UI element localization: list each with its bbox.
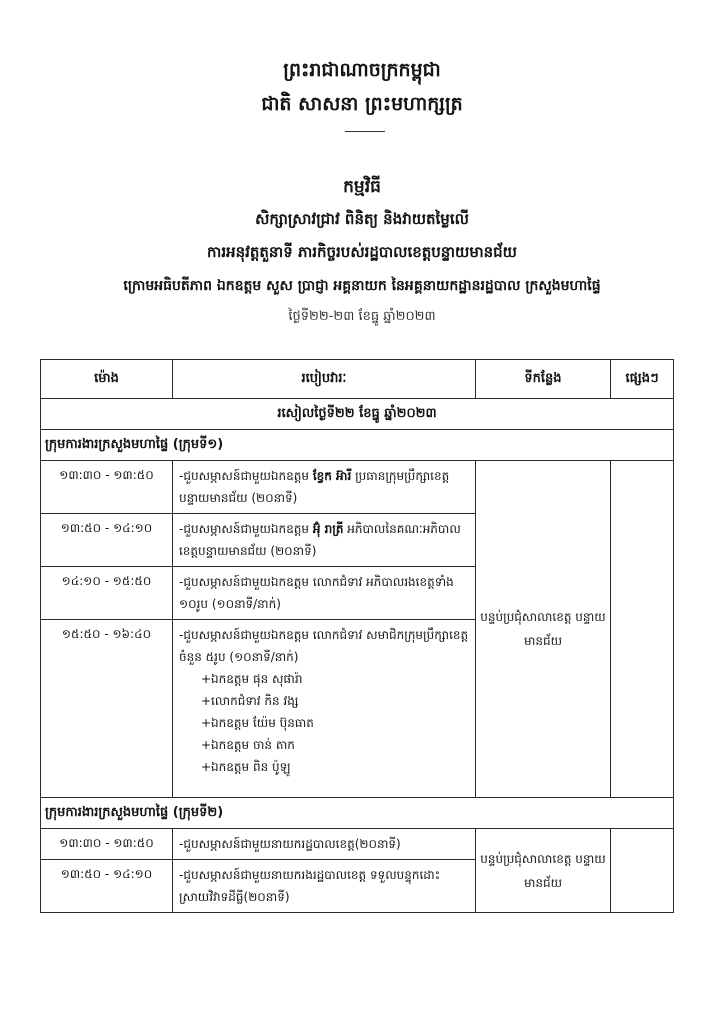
agenda-cell [173, 620, 476, 798]
time-cell: ១៥:៥០ - ១៦:៤០ [41, 620, 173, 798]
member-item: +លោកជំទាវ កិន វង្ស [201, 694, 299, 708]
time-cell: ១៣:៥០ - ១៤:១០ [41, 860, 173, 913]
program-subtitle-1: សិក្សាស្រាវជ្រាវ ពិនិត្យ និងវាយតម្លៃលើ [255, 210, 469, 228]
group-row [41, 798, 674, 829]
agenda-cell: -ជួបសម្ភាសន៍ជាមួយនាយករដ្ឋបាលខេត្ត(២០នាទី) [173, 829, 476, 860]
member-item: +ឯកឧត្តម ចាន់ តាក [201, 738, 295, 752]
group1-label: ក្រុមការងារក្រសួងមហាផ្ទៃ (ក្រុមទី១) [41, 430, 674, 461]
time-cell: ១៣:៣០ - ១៣:៥០ [41, 829, 173, 860]
agenda-text: ប្រធានក្រុមប្រឹក្សាខេត្តបន្ទាយមានជ័យ (២០នាទី) [179, 469, 450, 505]
program-subtitle-3: ក្រោមអធិបតីភាព ឯកឧត្តម សួស ប្រាជ្ញា អគ្គនាយក នៃអគ្គនាយកដ្ឋានរដ្ឋបាល ក្រសួងមហាផ្ទៃ [123, 278, 601, 294]
kingdom-heading: ព្រះរាជាណាចក្រកម្ពុជា [283, 59, 441, 81]
table-header-row [41, 360, 674, 399]
member-item: +ឯកឧត្តម ពិន ប៉ូឡូ [201, 760, 291, 774]
agenda-text: -ជួបសម្ភាសន៍ជាមួយឯកឧត្តម លោកជំទាវ សមាជិកក្រុមប្រឹក្សាខេត្តចំនួន ៥រូប (១០នាទី/នាក់) [179, 628, 469, 664]
agenda-cell [173, 514, 476, 567]
agenda-text: -ជួបសម្ភាសន៍ជាមួយឯកឧត្តម លោកជំទាវ អភិបាលរងខេត្តទាំង ១០រូប (១០នាទី/នាក់) [179, 575, 454, 611]
group-row [41, 430, 674, 461]
header-other: ផ្សេងៗ [611, 360, 674, 399]
national-motto: ជាតិ សាសនា ព្រះមហាក្សត្រ [261, 93, 463, 115]
member-item: +ឯកឧត្តម ផុន សុផារ៉ា [201, 672, 303, 686]
header-location: ទីកន្លែង [476, 360, 611, 399]
header-divider [345, 131, 385, 132]
day-row [41, 399, 674, 430]
header-agenda: របៀបវារៈ [173, 360, 476, 399]
location-cell: បន្ទប់ប្រជុំសាលាខេត្ត បន្ទាយមានជ័យ [476, 829, 611, 913]
agenda-text: -ជួបសម្ភាសន៍ជាមួយឯកឧត្តម [179, 469, 313, 483]
program-subtitle-2: ការអនុវត្តតួនាទី ភារកិច្ចរបស់រដ្ឋបាលខេត្តបន្ទាយមានជ័យ [207, 243, 517, 261]
agenda-cell [173, 567, 476, 620]
agenda-text: -ជួបសម្ភាសន៍ជាមួយឯកឧត្តម [179, 522, 313, 536]
program-title: កម្មវិធី [343, 177, 381, 197]
table-row [41, 829, 674, 860]
person-name: អ៊ុំ រាត្រី [312, 522, 344, 536]
agenda-text: អភិបាលនៃគណៈអភិបាលខេត្តបន្ទាយមានជ័យ (២០នាទី) [179, 522, 461, 558]
time-cell: ១៣:៣០ - ១៣:៥០ [41, 461, 173, 514]
person-name: ខ្វែក អ៊ារី [312, 469, 352, 483]
other-cell [611, 461, 674, 798]
agenda-cell [173, 461, 476, 514]
schedule-table [40, 359, 674, 913]
agenda-cell: -ជួបសម្ភាសន៍ជាមួយនាយករងរដ្ឋបាលខេត្ត ទទួលបន្ទុកដោះស្រាយវិវាទដីធ្លី(២០នាទី) [173, 860, 476, 913]
header-time: ម៉ោង [41, 360, 173, 399]
time-cell: ១៤:១០ - ១៥:៥០ [41, 567, 173, 620]
group2-label: ក្រុមការងារក្រសួងមហាផ្ទៃ (ក្រុមទី២) [41, 798, 674, 829]
member-item: +ឯកឧត្តម យ៉ែម ប៊ុនធាត [201, 716, 314, 730]
program-date: ថ្ងៃទី២២-២៣ ខែធ្នូ ឆ្នាំ២០២៣ [288, 309, 436, 324]
location-cell: បន្ទប់ប្រជុំសាលាខេត្ត បន្ទាយមានជ័យ [476, 461, 611, 798]
table-row [41, 461, 674, 514]
day-label: រសៀលថ្ងៃទី២២ ខែធ្នូ ឆ្នាំ២០២៣ [41, 399, 674, 430]
other-cell [611, 829, 674, 913]
time-cell: ១៣:៥០ - ១៤:១០ [41, 514, 173, 567]
